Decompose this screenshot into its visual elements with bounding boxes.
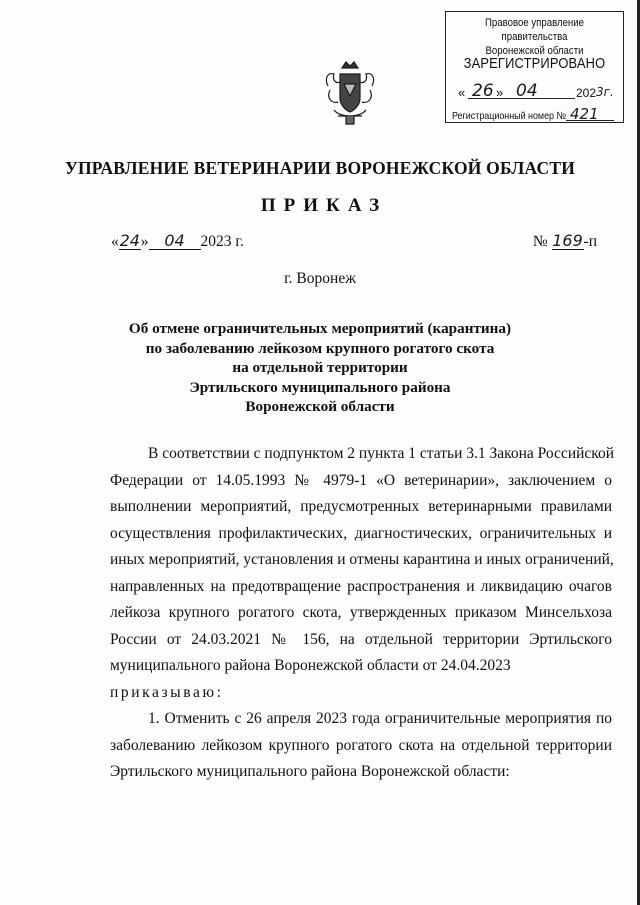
- preamble-line: Федерации от 14.05.1993 № 4979-1 «О ветеринарии», заключением о: [110, 471, 612, 489]
- preamble-line: выполнении мероприятий, предусмотренных ветеринарными правилами: [110, 498, 612, 515]
- preamble-line: осуществления профилактических, диагностических, ограничительных и: [110, 524, 612, 542]
- city-line: г. Воронеж: [284, 270, 356, 287]
- order-number-suffix: -п: [583, 233, 597, 250]
- stamp-reg-value: 421: [570, 105, 599, 123]
- order-subject: [0, 319, 640, 417]
- stamp-org-line2: Воронежской области: [485, 45, 584, 57]
- stamp-date-line: [468, 98, 575, 99]
- item1-line: заболеванию лейкозом крупного рогатого скота на отдельной территории: [110, 736, 612, 754]
- order-date-day: 24: [119, 231, 140, 250]
- stamp-org-line1: Правовое управление правительства: [485, 17, 584, 43]
- order-date-month: 04: [149, 233, 201, 250]
- stamp-reg-number: [452, 105, 620, 124]
- preamble-line: В соответствии с подпунктом 2 пункта 1 статьи 3.1 Закона Российской: [148, 445, 615, 462]
- order-date-mid: »: [140, 233, 149, 250]
- organization-title: УПРАВЛЕНИЕ ВЕТЕРИНАРИИ ВОРОНЕЖСКОЙ ОБЛАСТИ: [64, 158, 576, 178]
- stamp-reg-label: Регистрационный номер №: [452, 110, 567, 122]
- preamble-line: России от 24.03.2021 № 156, на отдельной территории Эртильского: [110, 630, 612, 648]
- subject-line: Эртильского муниципального района: [189, 378, 451, 396]
- stamp-date: [456, 83, 616, 105]
- stamp-date-month: 04: [516, 81, 538, 101]
- coat-of-arms-icon: [322, 60, 378, 128]
- stamp-date-year-suffix: 3г.: [596, 85, 614, 99]
- order-date: [111, 233, 244, 251]
- order-number-value: 169: [552, 231, 583, 250]
- preamble-line: лейкоза крупного рогатого скота, утвержденных приказом Минсельхоза: [110, 604, 612, 621]
- stamp-date-mid: »: [496, 85, 504, 100]
- preamble-line: направленных на предотвращение распространения и ликвидацию очагов: [110, 577, 612, 595]
- stamp-date-day: 26: [472, 81, 494, 101]
- stamp-organization: [458, 16, 610, 58]
- order-body: [110, 441, 615, 786]
- item1-line: 1. Отменить с 26 апреля 2023 года ограничительные мероприятия по: [148, 710, 612, 727]
- subject-line: по заболеванию лейкозом крупного рогатого скота: [145, 339, 495, 357]
- preamble-line: иных мероприятий, установления и отмены карантина и иных ограничений,: [110, 551, 614, 568]
- stamp-date-year-prefix: 202: [576, 86, 597, 100]
- order-number: [533, 233, 597, 251]
- order-date-open: «: [111, 233, 119, 250]
- order-date-year: 2023 г.: [200, 233, 244, 250]
- stamp-date-open: «: [458, 85, 466, 100]
- registration-stamp: [445, 11, 624, 123]
- subject-line: на отдельной территории: [232, 359, 408, 376]
- stamp-registered-label: ЗАРЕГИСТРИРОВАНО: [463, 55, 606, 72]
- stamp-reg-line: [566, 120, 614, 121]
- order-number-prefix: №: [532, 233, 548, 250]
- item1-line: Эртильского муниципального района Воронежской области:: [110, 763, 510, 780]
- subject-line: Об отмене ограничительных мероприятий (карантина): [128, 320, 512, 337]
- order-word: приказываю:: [110, 683, 224, 701]
- subject-line: Воронежской области: [245, 398, 395, 415]
- preamble-line: муниципального района Воронежской области от 24.04.2023: [110, 657, 511, 674]
- document-type: ПРИКАЗ: [260, 195, 388, 216]
